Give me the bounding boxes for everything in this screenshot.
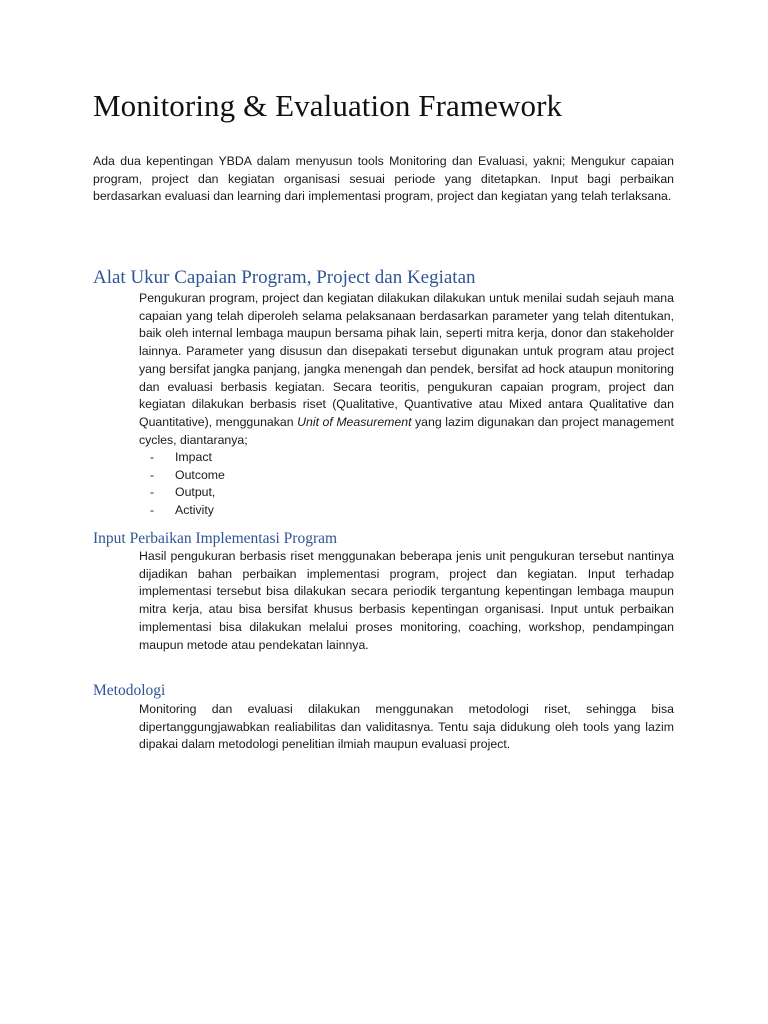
list-item (150, 449, 225, 467)
paragraph-text: yang lazim digunakan dan project management cycles, diantaranya; (139, 414, 674, 447)
section-paragraph-metodologi: Monitoring dan evaluasi dilakukan menggunakan metodologi riset, sehingga bisa dipertanggungjawabkan realiabilitas dan validitasnya. Tentu saja didukung oleh tools yang lazim dipakai dalam metodologi penelitian ilmiah maupun evaluasi project. (139, 702, 674, 752)
bullet-dash: - (150, 485, 155, 500)
paragraph-text: Pengukuran program, project dan kegiatan dilakukan dilakukan untuk menilai sudah sejauh mana capaian yang telah diperoleh selama pelaksanaan berdasarkan parameter yang telah ditentukan, baik oleh internal lembaga maupun bersama pihak lain, seperti mitra kerja, donor dan stakeholder lainnya. Parameter yang disusun dan disepakati tersebut digunakan untuk program atau project yang bersifat jangka panjang, jangka menengah dan pendek, bersifat ad hock ataupun monitoring dan evaluasi berbasis kegiatan. Secara teoritis, pengukuran capaian program, project dan kegiatan dilakukan berbasis riset (Qualitative, Quantivative atau Mixed antara Qualitative dan Quantitative), menggunakan (139, 291, 674, 429)
list-item-label: Outcome (175, 467, 225, 482)
section-paragraph-input-perbaikan: Hasil pengukuran berbasis riset menggunakan beberapa jenis unit pengukuran tersebut nantinya dijadikan bahan perbaikan implementasi program, project dan kegiatan. Input terhadap implementasi tersebut bisa dilakukan secara periodik tergantung kepentingan lembaga maupun mitra kerja, atau bisa bersifat khusus berbasis kepentingan organisasi. Input untuk perbaikan implementasi bisa dilakukan melalui proses monitoring, coaching, workshop, pendampingan maupun metode atau pendekatan lainnya. (139, 549, 674, 652)
section-heading-input-perbaikan: Input Perbaikan Implementasi Program (93, 530, 338, 547)
list-item-label: Activity (175, 503, 214, 518)
list-item (150, 467, 225, 485)
bullet-dash: - (150, 503, 155, 518)
bullet-dash: - (150, 467, 155, 482)
intro-paragraph: Ada dua kepentingan YBDA dalam menyusun tools Monitoring dan Evaluasi, yakni; Mengukur capaian program, project dan kegiatan organisasi sesuai periode yang ditetapkan. Input bagi perbaikan berdasarkan evaluasi dan learning dari implementasi program, project dan kegiatan yang telah terlaksana. (93, 154, 674, 204)
list-item-label: Output, (175, 485, 216, 500)
section-heading-metodologi: Metodologi (93, 682, 166, 699)
measurement-list (150, 449, 225, 520)
section-heading-alat-ukur: Alat Ukur Capaian Program, Project dan Kegiatan (93, 267, 476, 288)
section-paragraph-alat-ukur (139, 290, 674, 449)
list-item (150, 484, 225, 502)
list-item-label: Impact (175, 450, 212, 464)
paragraph-italic-term: Unit of Measurement (297, 414, 412, 429)
document-title: Monitoring & Evaluation Framework (93, 88, 563, 123)
bullet-dash: - (150, 450, 155, 464)
list-item (150, 502, 225, 520)
